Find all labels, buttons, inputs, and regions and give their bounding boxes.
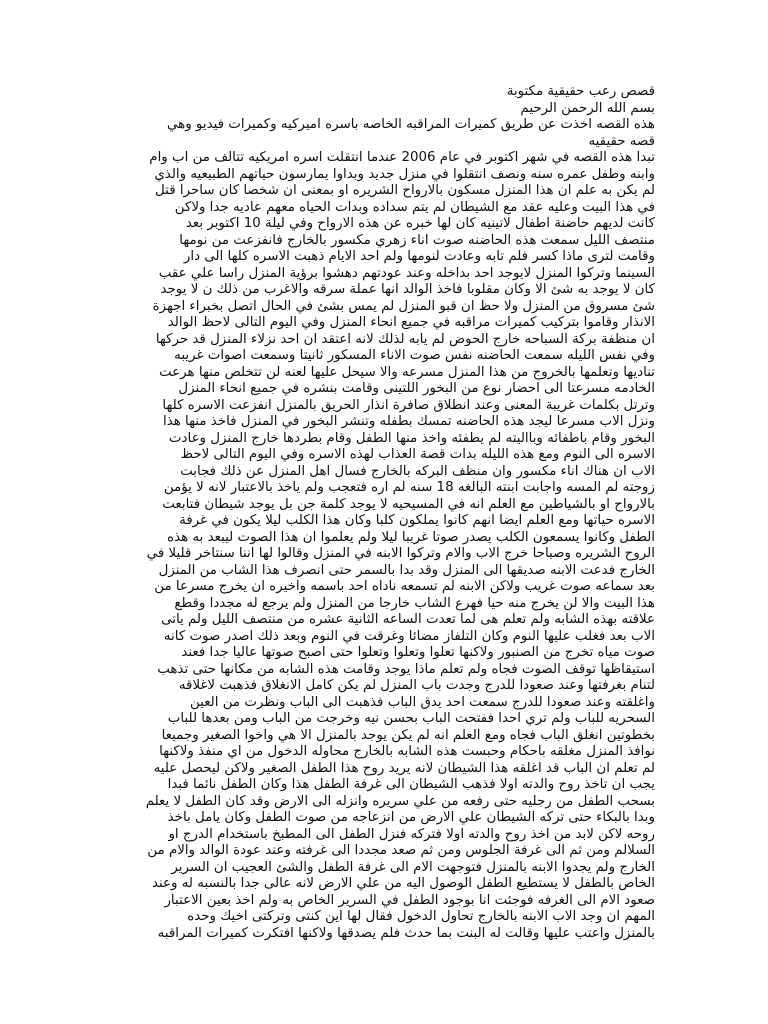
text-line: استيقاظها توقف الصوت فجاه ولم تعلم ماذا يوجد وقامت هذه الشابه من مكانها حتى تذهب — [157, 661, 655, 677]
text-line: قصه حقيقيه — [588, 133, 655, 149]
text-line: صعود الام الى الغرفه فوجئت انا بوجود الطفل في السرير الخاص به ولم اخذ بعين الاعتبار — [164, 892, 655, 908]
text-line: الخادمه مسرعتا الى احضار نوع من البخور اللتينى وقامت بنشره في جميع انحاء المنزل — [178, 381, 655, 396]
text-line: صوت مياه تخرج من الصنبور ولاكنها تعلوا وتعلوا وتعلوا حتى اصبح صوتها عاليا جدا فعند — [181, 645, 655, 660]
text-line: تبدا هذه القصه في شهر اكتوبر في عام 2006 عندما انتقلت اسره امريكيه تتالف من اب وام — [149, 150, 655, 165]
text-line: السلالم ومن ثم الى غرفة الجلوس ومن ثم صعد مجددا الى غرفته وعند عودة الوالد والام من — [147, 843, 655, 858]
text-line: بالارواح او بالشياطين مع العلم انه في المسيحيه لا يوجد كلمة جن بل يوجد شيطان فتابعت — [162, 496, 655, 512]
text-line: وترتل بكلمات غريبة المعنى وعند انطلاق صافرة انذار الحريق بالمنزل انفزعت الاسره كلها — [162, 397, 655, 413]
text-line: هذه القصه اخذت عن طريق كميرات المراقبه الخاصه باسره اميركيه وكميرات فيديو وهي — [166, 117, 655, 132]
text-line: كان لا يوجد به شئ الا وكان مقلوبا فاخذ الوالد انها عملة سرقه والاغرب من ذلك ن لا يوجد — [160, 282, 655, 297]
document-body — [100, 84, 655, 942]
text-line: السحريه للباب ولم تري احدا ففتحت الباب بحسن نيه وخرجت من الباب ومن بعدها للباب — [167, 711, 655, 726]
text-line: الاب ان هناك اناء مكسور وان منظف البركه بالخارج فسال اهل المنزل عن ذلك فجابت — [180, 463, 655, 479]
text-line: واغلقته وعند صعودا للدرج سمعت احد يدق الباب فذهبت الى الباب ونظرت من العين — [189, 694, 655, 710]
text-line: الاسره حياتها ومع العلم ايضا انهم كانوا يملكون كلبا وكان هذا الكلب ليلا يكون في غرفة — [179, 513, 655, 528]
text-line: هذا البيت والا لن يخرج منه حيا فهرع الشاب خارجا من المنزل ولم يرجع له مجددا وقطع — [174, 595, 655, 611]
text-line: تناديها وتعلمها بالخروج من هذا المنزل مسرعه والا سيحل عليها لعنه لن تتخلص منها هرعت — [159, 364, 655, 380]
text-line: لم يكن به علم ان هذا المنزل مسكون بالارواح الشريره او بمعنى ان شخصا كان ساحرا قتل — [155, 183, 655, 198]
text-line: كانت لديهم حاضنة اطفال لاتينيه كان لها خبره عن هذه الارواح وفي ليلة 10 اكتوبر بعد — [185, 216, 655, 231]
text-line: شئ مسروق من المنزل ولا حظ ان قبو المنزل لم يمس بشئ في الحال اتصل بخبراء اجهزة — [152, 298, 655, 314]
text-line: وفي نفس الليله سمعت الحاضنه نفس صوت الاناء المسكور ثانيتا وسمعت اصوات غريبه — [174, 348, 655, 363]
text-line: الطفل وكانوا يسمعون الكلب يصدر صوتا غريبا ليلا ولم يعلموا ان هذا الصوت ليبعد به هذه — [167, 529, 655, 545]
text-line: وقامت لترى ماذا كسر فلم تابه وعادت لنومها ولم احد الايام ذهبت الاسره كلها الى دار — [183, 249, 655, 264]
text-line: نوافذ المنزل مغلقه باحكام وحبست هذه الشابه بالخارج محاوله الدخول من اي منفذ ولاكنها — [159, 744, 655, 759]
text-line: روحه لاكن لابد من اخذ روح والدته اولا فتركه فنزل الطفل الى المطبخ باستخدام الدرج او — [168, 826, 655, 842]
text-line: علاقته بهذه الشابه ولم تعلم هى لما تعدت الساعه الثانية عشره من منتصف الليل ولم ياتى — [161, 612, 655, 627]
text-line: ونزل الاب مسرعا ليجد هذه الحاضنه تمسك بطفله وتنشر البخور في المنزل فاخذ منها هذا — [162, 414, 655, 429]
text-line: زوجته لم المسه واجابت ابنته البالغه 18 سنه لم اره فتعجب ولم ياخذ بالاعتبار لانه لا يؤمن — [163, 480, 655, 495]
text-line: منتصف الليل سمعت هذه الحاضنه صوت اناء زهري مكسور بالخارج فانفزعت من نومها — [179, 232, 655, 248]
text-line: بسم الله الرحمن الرحيم — [520, 100, 655, 116]
text-line: وابنه وطفل عمره سنه ونصف انتقلوا في منزل جديد وبداوا يمارسون حياتهم الطبيعيه والذي — [154, 166, 655, 182]
text-line: بسحب الطفل من رجليه حتى رفعه من علي سريره وانزله الى الارض وقد كان الطفل لا يعلم — [145, 793, 655, 809]
text-line: الروح الشريره وصباحا خرج الاب والام وتركوا الابنه في المنزل وقالوا لها اننا سنتاخر قليلا في — [146, 546, 655, 561]
text-line: بعد سماعه صوت غريب ولاكن الابنه لم تسمعه ناداه احد باسمه واخيره ان يخرج مسرعا من — [154, 579, 655, 594]
text-line: لم تعلم ان الباب قد اغلقه هذا الشيطان لانه يريد روح هذا الطفل الصغير ولاكن ليحصل عليه — [153, 760, 655, 776]
text-line: الخاص بالطفل لا يستطيع الطفل الوصول اليه من علي الارض لانه عالى جدا بالنسبه له وعند — [151, 876, 655, 891]
text-line: الاسره الى النوم ومع هذه الليله بدات قصة العذاب لهذه الاسره وفي اليوم التالى لاحظ — [180, 447, 655, 462]
text-line: السينما وتركوا المنزل لايوجد احد بداخله وعند عودتهم دهشوا برؤية المنزل راسا علي عقب — [158, 265, 655, 281]
text-line: الخارج ولم يجدوا الابنه بالمنزل فتوجهت الام الى غرفة الطفل والشئ العجيب ان السرير — [171, 859, 655, 875]
text-line: الانذار وقاموا بتركيب كميرات مراقبه في جميع انحاء المنزل وفي اليوم التالى لاحظ الوالد — [167, 315, 655, 330]
text-line: الخارج فدعت الابنه صديقها الى المنزل وقد بدا بالسمر حتى انصرف هذا الشاب من المنزل — [158, 562, 655, 578]
text-line: بالمنزل واعتب عليها وقالت له البنت بما حدث فلم يصدقها ولاكنها افتكرت كميرات المراقبه — [157, 925, 655, 941]
text-line: البخور وقام باطفائه وبااليته لم يطفئه واخذ منها الطفل وقام بطردها خارج المنزل وعادت — [168, 430, 655, 446]
text-line: في هذا البيت وعليه عقد مع الشيطان لم يتم سداده وبدات الحياه معهم عاديه جدا ولاكن — [174, 199, 655, 215]
text-line: بخطوتين انغلق الباب فجاه ومع العلم انه لم يكن يوجد بالمنزل الا هي واخوا الصغير وجميعا — [161, 727, 655, 743]
text-line: ان منظفة بركة السباحه خارج الحوض لم يابه لذلك لانه اعتقد ان احد نزلاء المنزل قد حركها — [155, 331, 655, 347]
document-title: قصص رعب حقيقية مكتوبة — [506, 84, 655, 99]
text-line: الاب بعد فغلب عليها النوم وكان التلفاز مضائا وغرقت في النوم وبعد ذلك اصدر صوت كانه — [163, 628, 655, 644]
text-line: وبدا بالبكاء حتى تركه الشيطان علي الارض من انزعاجه من صوت الطفل وكان يامل باخذ — [167, 810, 655, 825]
text-line: لتنام بغرفتها وعند صعودا للدرج وجدت باب المنزل لم يكن كامل الانغلاق فذهبت لاغلاقه — [178, 678, 655, 693]
text-line: يجب ان تاخذ روح والدته اولا فذهب الشيطان الى غرفة الطفل هذا وكان الطفل نائما فبدا — [167, 777, 655, 792]
text-line: المهم ان وجد الاب الابنه بالخارج تحاول الدخول فقال لها اين كنتى وتركتى اخيك وحده — [187, 909, 655, 924]
